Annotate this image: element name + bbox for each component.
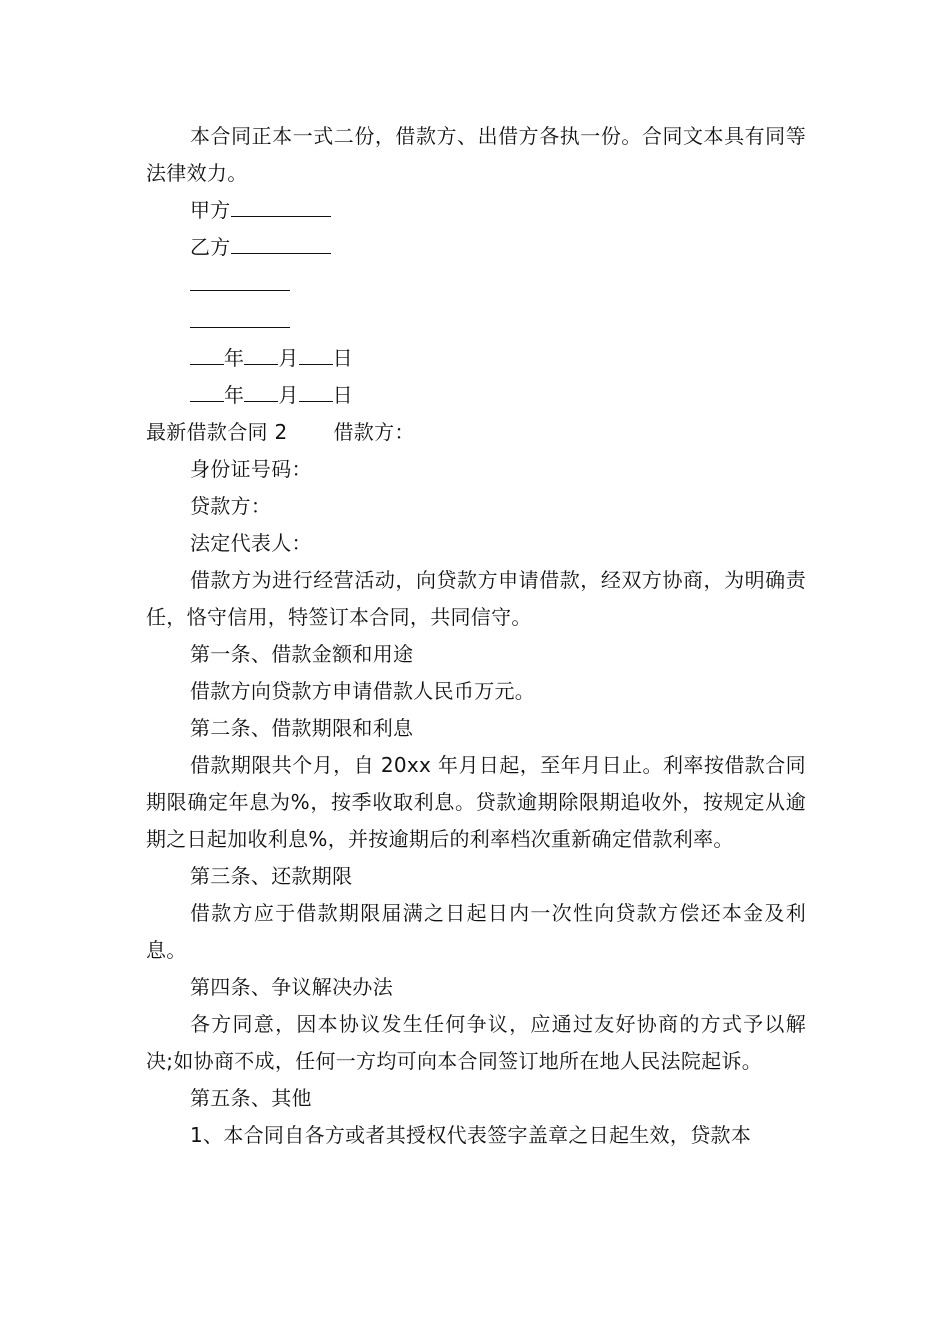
blank-line-1 (146, 266, 806, 303)
article-2-title: 第二条、借款期限和利息 (190, 716, 414, 740)
month-blank (244, 400, 278, 402)
article-4-body: 各方同意，因本协议发生任何争议，应通过友好协商的方式予以解决;如协商不成，任何一方均可向本合同签订地所在地人民法院起诉。 (146, 1012, 806, 1073)
id-number-line: 身份证号码： (190, 457, 312, 481)
borrower-label: 借款方： (333, 420, 415, 444)
legal-rep-line: 法定代表人： (190, 531, 312, 555)
article-1-body: 借款方向贷款方申请借款人民币万元。 (190, 679, 536, 703)
article-4-title: 第四条、争议解决办法 (190, 975, 393, 999)
year-label: 年 (224, 383, 245, 407)
year-label: 年 (224, 346, 245, 370)
date-line-2 (146, 377, 806, 414)
month-label: 月 (278, 346, 299, 370)
day-label: 日 (332, 346, 353, 370)
article-1-title: 第一条、借款金额和用途 (190, 642, 414, 666)
article-5-title: 第五条、其他 (190, 1086, 312, 1110)
day-blank (299, 400, 333, 402)
article-5-item-1: 1、本合同自各方或者其授权代表签字盖章之日起生效，贷款本 (190, 1123, 752, 1147)
party-b-blank (231, 252, 331, 254)
article-3-title: 第三条、还款期限 (190, 864, 353, 888)
preamble-paragraph: 借款方为进行经营活动，向贷款方申请借款，经双方协商，为明确责任，恪守信用，特签订本合同，共同信守。 (146, 568, 806, 629)
year-blank (190, 400, 224, 402)
article-3-body: 借款方应于借款期限届满之日起日内一次性向贷款方偿还本金及利息。 (146, 901, 806, 962)
party-b-label: 乙方 (190, 235, 231, 259)
contract-2-heading (146, 414, 806, 451)
date-line-1 (146, 340, 806, 377)
signature-blank (190, 289, 290, 291)
party-a-blank (231, 215, 331, 217)
lender-line: 贷款方： (190, 494, 272, 518)
day-label: 日 (332, 383, 353, 407)
document-body (146, 118, 806, 1154)
intro-paragraph: 本合同正本一式二份，借款方、出借方各执一份。合同文本具有同等法律效力。 (146, 124, 806, 185)
month-label: 月 (278, 383, 299, 407)
month-blank (244, 363, 278, 365)
party-a-signature-line (146, 192, 806, 229)
blank-line-2 (146, 303, 806, 340)
article-2-body: 借款期限共个月，自 20xx 年月日起，至年月日止。利率按借款合同期限确定年息为%，按季收取利息。贷款逾期除限期追收外，按规定从逾期之日起加收利息%，并按逾期后的利率档次重新确定借款利率。 (146, 753, 806, 851)
year-blank (190, 363, 224, 365)
signature-blank (190, 326, 290, 328)
party-a-label: 甲方 (190, 198, 231, 222)
party-b-signature-line (146, 229, 806, 266)
day-blank (299, 363, 333, 365)
contract-2-title: 最新借款合同 2 (146, 420, 288, 444)
